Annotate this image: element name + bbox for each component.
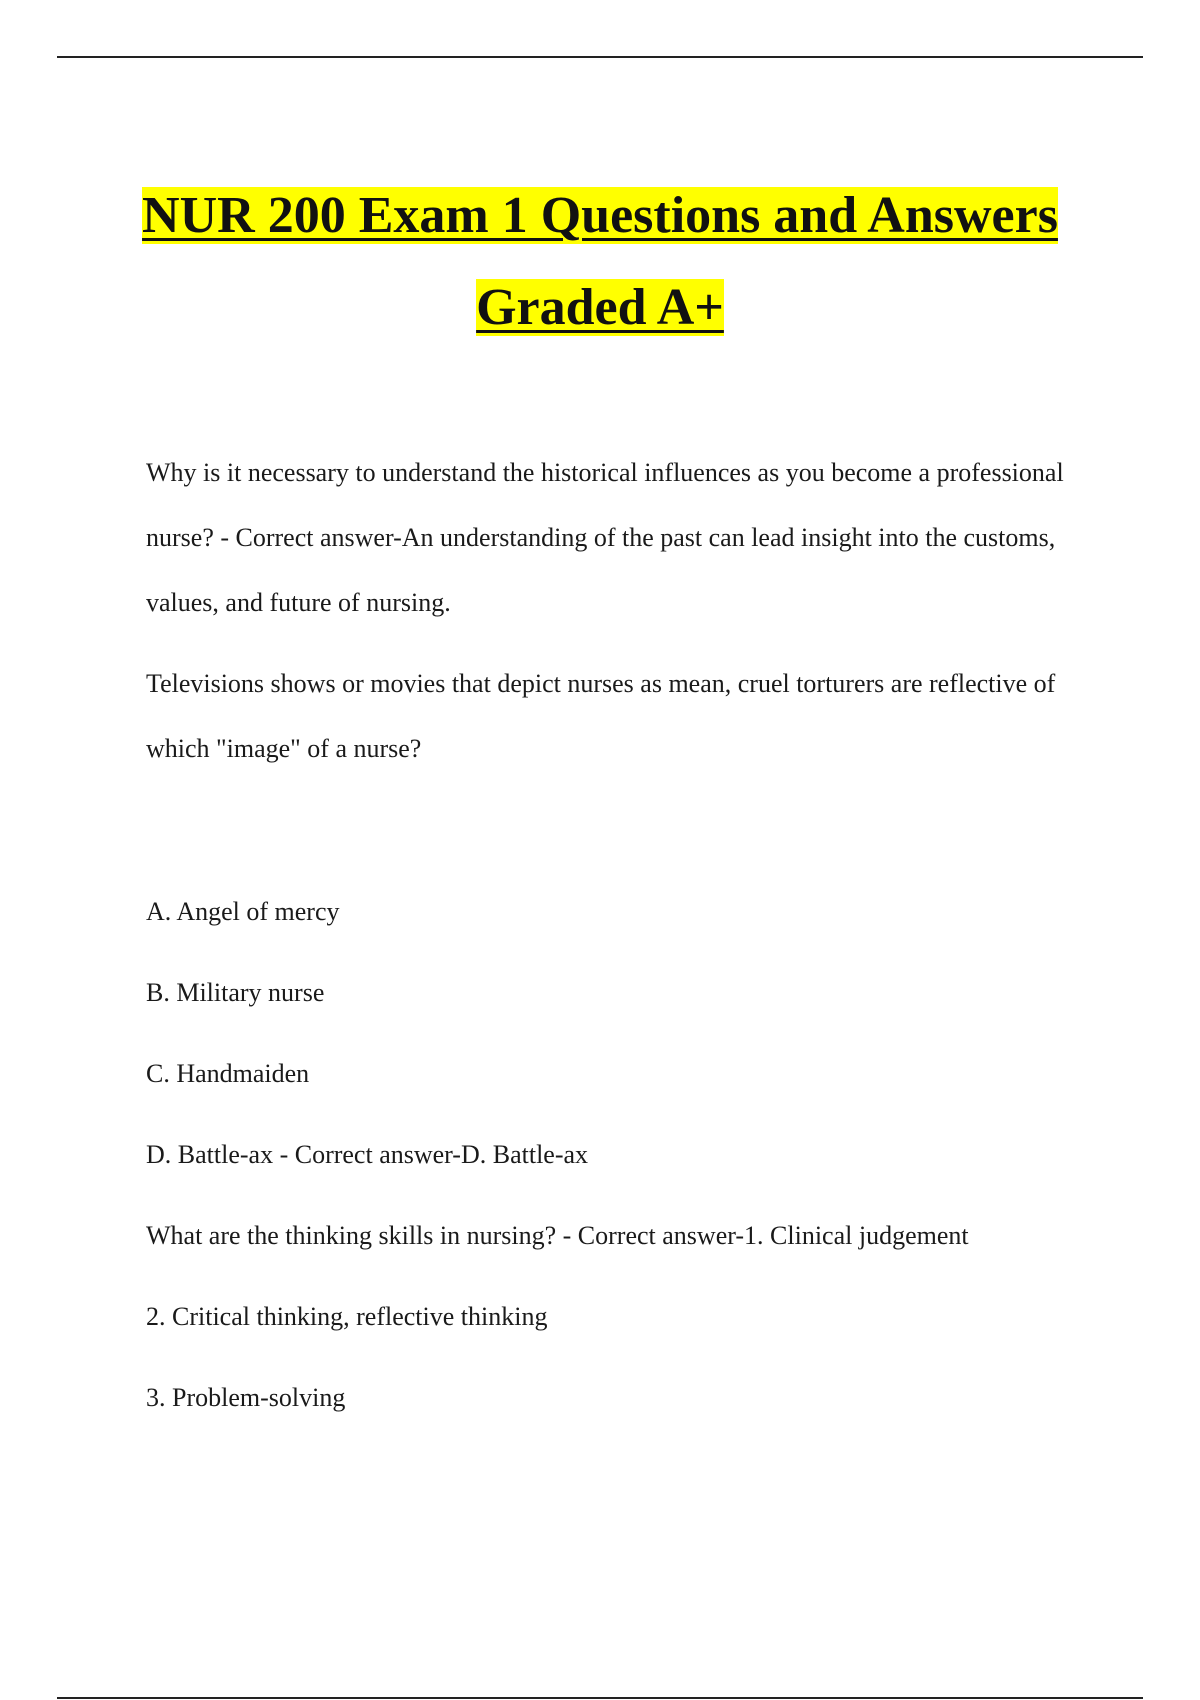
title-line-2 [0,262,1200,354]
answer-option: A. Angel of mercy [146,897,340,926]
question-paragraph: Televisions shows or movies that depict nurses as mean, cruel torturers are reflective of which "image" of a nurse? [146,669,1056,763]
list-item: 3. Problem-solving [146,1383,346,1412]
answer-option: B. Military nurse [146,978,325,1007]
list-item: 2. Critical thinking, reflective thinking [146,1302,548,1331]
title-text-2: Graded A+ [476,279,724,336]
footer-rule [57,1697,1143,1699]
answer-option: D. Battle-ax - Correct answer-D. Battle-ax [146,1140,589,1169]
answer-option: C. Handmaiden [146,1059,310,1088]
title-line-1 [0,170,1200,262]
question-paragraph: Why is it necessary to understand the historical influences as you become a professional nurse? - Correct answer-An understanding of the past can lead insight into the customs, values, and future of nursing. [146,458,1064,617]
title-text-1: NUR 200 Exam 1 Questions and Answers [142,187,1058,244]
header-rule [57,56,1143,58]
document-title [0,170,1200,354]
document-body [146,440,1086,1430]
question-paragraph: What are the thinking skills in nursing? - Correct answer-1. Clinical judgement [146,1221,969,1250]
